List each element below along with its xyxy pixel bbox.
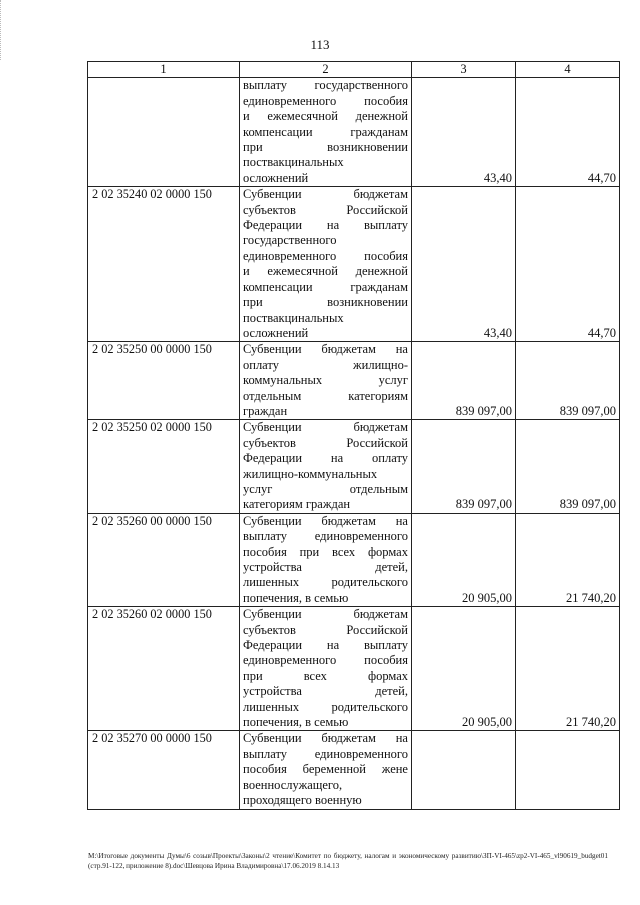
row-code: 2 02 35260 02 0000 150 (88, 607, 240, 731)
description-line: Субвенции бюджетам на (243, 342, 408, 357)
row-value-col3: 839 097,00 (412, 342, 516, 420)
description-line: оплату жилищно- (243, 357, 408, 372)
description-line: Федерации на оплату (243, 451, 408, 466)
table-row (88, 78, 620, 187)
table-row (88, 342, 620, 420)
description-line: при всех формах (243, 668, 408, 683)
row-value-col4 (516, 731, 620, 809)
budget-table-body (88, 62, 620, 810)
description-line: устройства детей, (243, 684, 408, 699)
table-header-row (88, 62, 620, 78)
row-value-col4: 44,70 (516, 78, 620, 187)
row-value-col3: 20 905,00 (412, 513, 516, 606)
description-line: компенсации гражданам (243, 124, 408, 139)
row-value-col3: 20 905,00 (412, 607, 516, 731)
header-col-1: 1 (88, 62, 240, 78)
description-line: Федерации на выплату (243, 218, 408, 233)
row-description (240, 342, 412, 420)
row-description (240, 513, 412, 606)
row-code (88, 78, 240, 187)
description-line: выплату единовременного (243, 746, 408, 761)
description-line: пособия при всех формах (243, 544, 408, 559)
description-line: выплату единовременного (243, 529, 408, 544)
description-line: лишенных родительского (243, 575, 408, 590)
description-line: поствакцинальных (243, 310, 344, 325)
row-value-col4: 21 740,20 (516, 607, 620, 731)
row-description (240, 78, 412, 187)
description-line: при возникновении (243, 295, 408, 310)
description-line: Федерации на выплату (243, 638, 408, 653)
description-line: субъектов Российской (243, 435, 408, 450)
description-line: единовременного пособия (243, 653, 408, 668)
description-line: и ежемесячной денежной (243, 109, 408, 124)
header-col-4: 4 (516, 62, 620, 78)
row-code: 2 02 35270 00 0000 150 (88, 731, 240, 809)
description-line: поствакцинальных (243, 155, 344, 170)
budget-table (87, 61, 620, 810)
description-line: коммунальных услуг (243, 373, 408, 388)
description-line: Субвенции бюджетам на (243, 513, 408, 528)
table-row (88, 731, 620, 809)
description-line: проходящего военную (243, 793, 362, 808)
description-line: субъектов Российской (243, 202, 408, 217)
header-col-2: 2 (240, 62, 412, 78)
description-line: единовременного пособия (243, 248, 408, 263)
description-line: осложнений (243, 170, 309, 185)
description-line: попечения, в семью (243, 715, 349, 730)
table-row (88, 513, 620, 606)
description-line: граждан (243, 403, 288, 418)
row-description (240, 187, 412, 342)
description-line: Субвенции бюджетам (243, 607, 408, 622)
description-line: при возникновении (243, 140, 408, 155)
description-line: Субвенции бюджетам (243, 187, 408, 202)
description-line: жилищно-коммунальных (243, 466, 378, 481)
description-line: единовременного пособия (243, 93, 408, 108)
description-line: выплату государственного (243, 78, 408, 93)
description-line: государственного (243, 233, 337, 248)
row-value-col4: 44,70 (516, 187, 620, 342)
description-line: компенсации гражданам (243, 279, 408, 294)
row-value-col3: 839 097,00 (412, 420, 516, 513)
table-row (88, 187, 620, 342)
description-line: услуг отдельным (243, 481, 408, 496)
page-number: 113 (310, 37, 330, 52)
row-value-col4: 839 097,00 (516, 420, 620, 513)
row-description (240, 420, 412, 513)
row-code: 2 02 35250 02 0000 150 (88, 420, 240, 513)
row-code: 2 02 35250 00 0000 150 (88, 342, 240, 420)
row-value-col3 (412, 731, 516, 809)
description-line: пособия беременной жене (243, 762, 408, 777)
row-value-col3: 43,40 (412, 78, 516, 187)
row-code: 2 02 35260 00 0000 150 (88, 513, 240, 606)
description-line: устройства детей, (243, 560, 408, 574)
description-line: отдельным категориям (243, 388, 408, 403)
row-value-col4: 21 740,20 (516, 513, 620, 606)
description-line: категориям граждан (243, 497, 351, 512)
file-path-footer: M:\Итоговые документы Думы\6 созыв\Проекты\Законы\2 чтение\Комитет по бюджету, налогам и экономическому развитию\ЗП-VI-465\zp2-VI-465_vl90619_budget01 (стр.91-122, приложение 8).doc\Шевцова Ирина Владимировна\17.06.2019 8.14.13 (88, 852, 608, 870)
header-col-3: 3 (412, 62, 516, 78)
description-line: попечения, в семью (243, 590, 349, 605)
row-description (240, 731, 412, 809)
description-line: и ежемесячной денежной (243, 264, 408, 279)
row-value-col4: 839 097,00 (516, 342, 620, 420)
row-code: 2 02 35240 02 0000 150 (88, 187, 240, 342)
row-description (240, 607, 412, 731)
description-line: Субвенции бюджетам на (243, 731, 408, 746)
table-row (88, 607, 620, 731)
table-row (88, 420, 620, 513)
description-line: лишенных родительского (243, 699, 408, 714)
row-value-col3: 43,40 (412, 187, 516, 342)
description-line: военнослужащего, (243, 777, 343, 792)
description-line: Субвенции бюджетам (243, 420, 408, 435)
description-line: субъектов Российской (243, 622, 408, 637)
description-line: осложнений (243, 325, 309, 340)
